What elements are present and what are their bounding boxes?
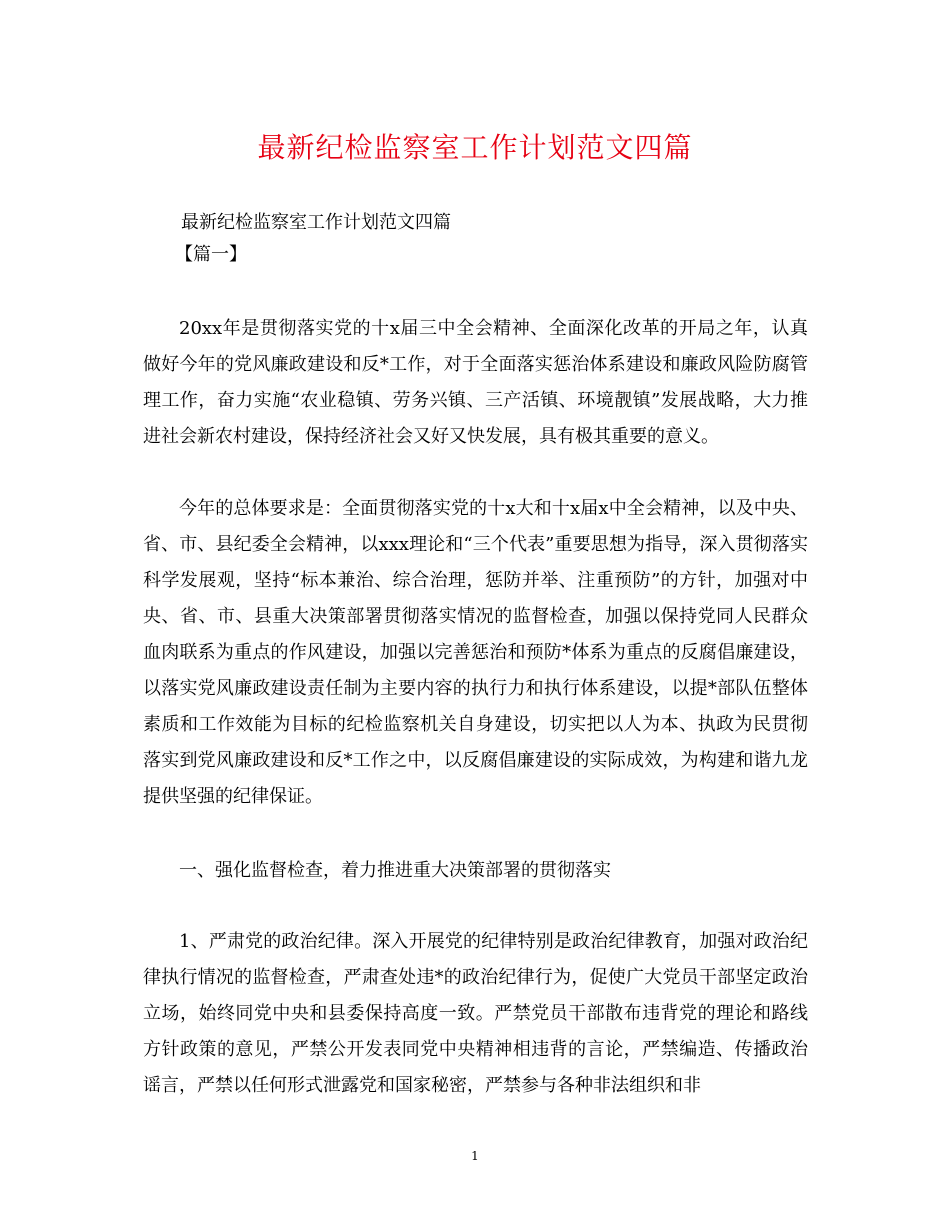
page-number: 1 bbox=[471, 1149, 479, 1163]
section-label: 【篇一】 bbox=[175, 244, 247, 265]
document-subtitle: 最新纪检监察室工作计划范文四篇 bbox=[181, 212, 451, 233]
paragraph-requirements: 今年的总体要求是：全面贯彻落实党的十x大和十x届x中全会精神，以及中央、省、市、县纪委全会精神，以xxx理论和“三个代表”重要思想为指导，深入贯彻落实科学发展观，坚持“标本兼治、综合治理，惩防并举、注重预防”的方针，加强对中央、省、市、县重大决策部署贯彻落实情况的监督检查，加强以保持党同人民群众血肉联系为重点的作风建设，加强以完善惩治和预防*体系为重点的反腐倡廉建设，以落实党风廉政建设责任制为主要内容的执行力和执行体系建设，以提*部队伍整体素质和工作效能为目标的纪检监察机关自身建设，切实把以人为本、执政为民贯彻落实到党风廉政建设和反*工作之中，以反腐倡廉建设的实际成效，为构建和谐九龙提供坚强的纪律保证。 bbox=[143, 498, 808, 807]
paragraph-intro: 20xx年是贯彻落实党的十x届三中全会精神、全面深化改革的开局之年，认真做好今年的党风廉政建设和反*工作，对于全面落实惩治体系建设和廉政风险防腐管理工作，奋力实施“农业稳镇、劳务兴镇、三产活镇、环境靓镇”发展战略，大力推进社会新农村建设，保持经济社会又好又快发展，具有极其重要的意义。 bbox=[143, 318, 808, 447]
section-heading: 一、强化监督检查，着力推进重大决策部署的贯彻落实 bbox=[179, 860, 611, 881]
paragraph-political-discipline: 1、严肃党的政治纪律。深入开展党的纪律特别是政治纪律教育，加强对政治纪律执行情况的监督检查，严肃查处违*的政治纪律行为，促使广大党员干部坚定政治立场，始终同党中央和县委保持高度一致。严禁党员干部散布违背党的理论和路线方针政策的意见，严禁公开发表同党中央精神相违背的言论，严禁编造、传播政治谣言，严禁以任何形式泄露党和国家秘密，严禁参与各种非法组织和非 bbox=[143, 931, 808, 1096]
document-title: 最新纪检监察室工作计划范文四篇 bbox=[257, 131, 693, 164]
